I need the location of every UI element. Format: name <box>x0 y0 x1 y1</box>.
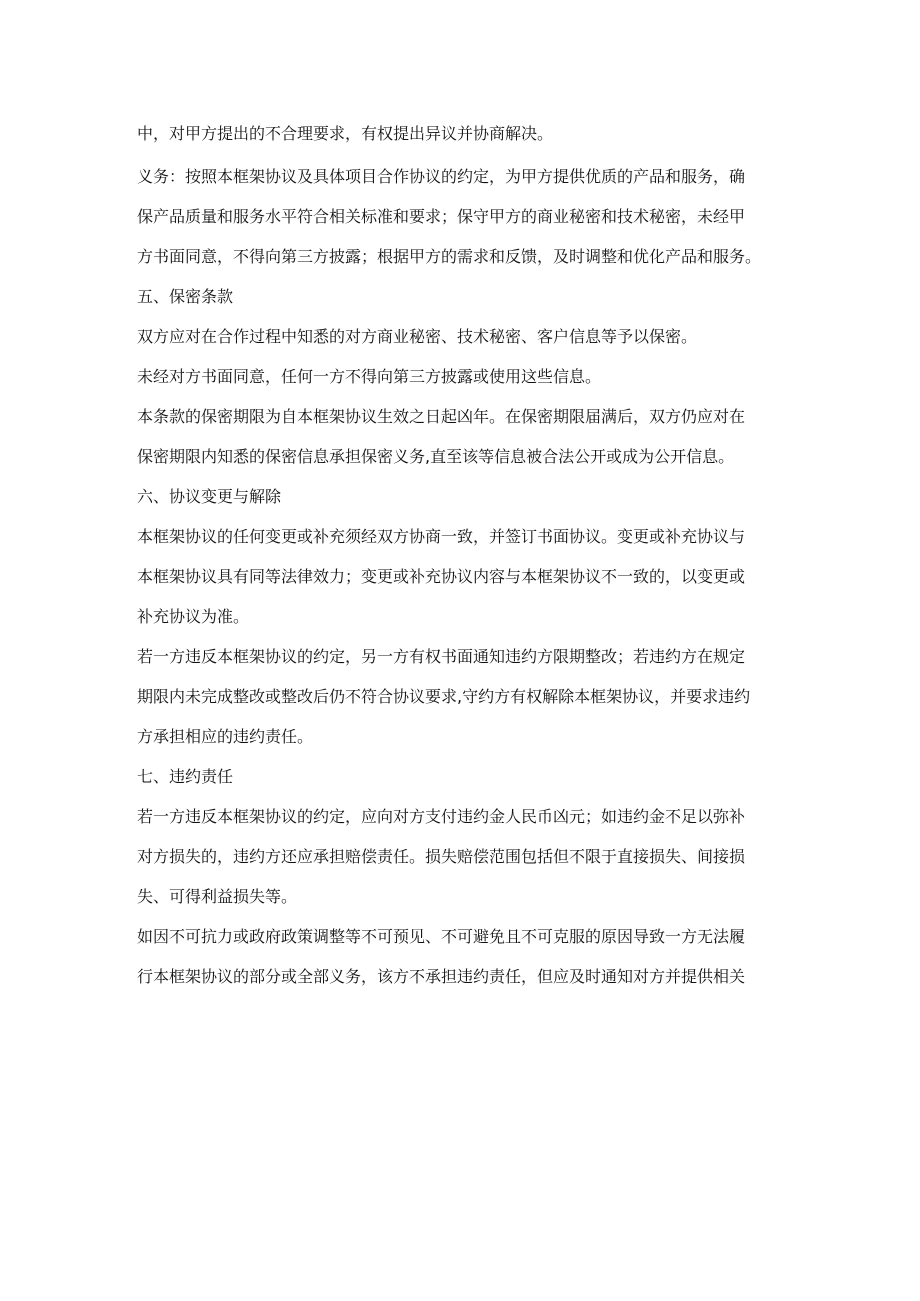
paragraph-line: 保产品质量和服务水平符合相关标准和要求；保守甲方的商业秘密和技术秘密，未经甲 <box>137 207 746 226</box>
paragraph-line: 本框架协议具有同等法律效力；变更或补充协议内容与本框架协议不一致的，以变更或 <box>137 567 746 586</box>
section-heading: 五、保密条款 <box>137 287 234 306</box>
paragraph-line: 方书面同意，不得向第三方披露；根据甲方的需求和反馈，及时调整和优化产品和服务。 <box>137 247 762 266</box>
paragraph-line: 若一方违反本框架协议的约定，应向对方支付违约金人民币凶元；如违约金不足以弥补 <box>137 807 746 826</box>
paragraph-line: 义务：按照本框架协议及具体项目合作协议的约定，为甲方提供优质的产品和服务，确 <box>137 167 746 186</box>
paragraph-line: 如因不可抗力或政府政策调整等不可预见、不可避免且不可克服的原因导致一方无法履 <box>137 927 746 946</box>
paragraph-line: 期限内未完成整改或整改后仍不符合协议要求,守约方有权解除本框架协议，并要求违约 <box>137 687 751 706</box>
document-body <box>137 114 797 997</box>
paragraph-line: 保密期限内知悉的保密信息承担保密义务,直至该等信息被合法公开或成为公开信息。 <box>137 447 735 466</box>
paragraph-line: 补充协议为准。 <box>137 607 250 626</box>
paragraph-line: 方承担相应的违约责任。 <box>137 727 314 746</box>
paragraph-line: 若一方违反本框架协议的约定，另一方有权书面通知违约方限期整改；若违约方在规定 <box>137 647 746 666</box>
section-heading: 七、违约责任 <box>137 767 234 786</box>
paragraph-line: 双方应对在合作过程中知悉的对方商业秘密、技术秘密、客户信息等予以保密。 <box>137 327 698 346</box>
paragraph-line: 行本框架协议的部分或全部义务，该方不承担违约责任，但应及时通知对方并提供相关 <box>137 967 746 986</box>
paragraph-line: 本框架协议的任何变更或补充须经双方协商一致，并签订书面协议。变更或补充协议与 <box>137 527 746 546</box>
section-heading: 六、协议变更与解除 <box>137 487 282 506</box>
paragraph-line: 对方损失的，违约方还应承担赔偿责任。损失赔偿范围包括但不限于直接损失、间接损 <box>137 847 746 866</box>
paragraph-line: 中，对甲方提出的不合理要求，有权提出异议并协商解决。 <box>137 124 554 143</box>
paragraph-line: 本条款的保密期限为自本框架协议生效之日起凶年。在保密期限届满后，双方仍应对在 <box>137 407 746 426</box>
paragraph-line: 未经对方书面同意，任何一方不得向第三方披露或使用这些信息。 <box>137 367 602 386</box>
paragraph-line: 失、可得利益损失等。 <box>137 887 298 906</box>
